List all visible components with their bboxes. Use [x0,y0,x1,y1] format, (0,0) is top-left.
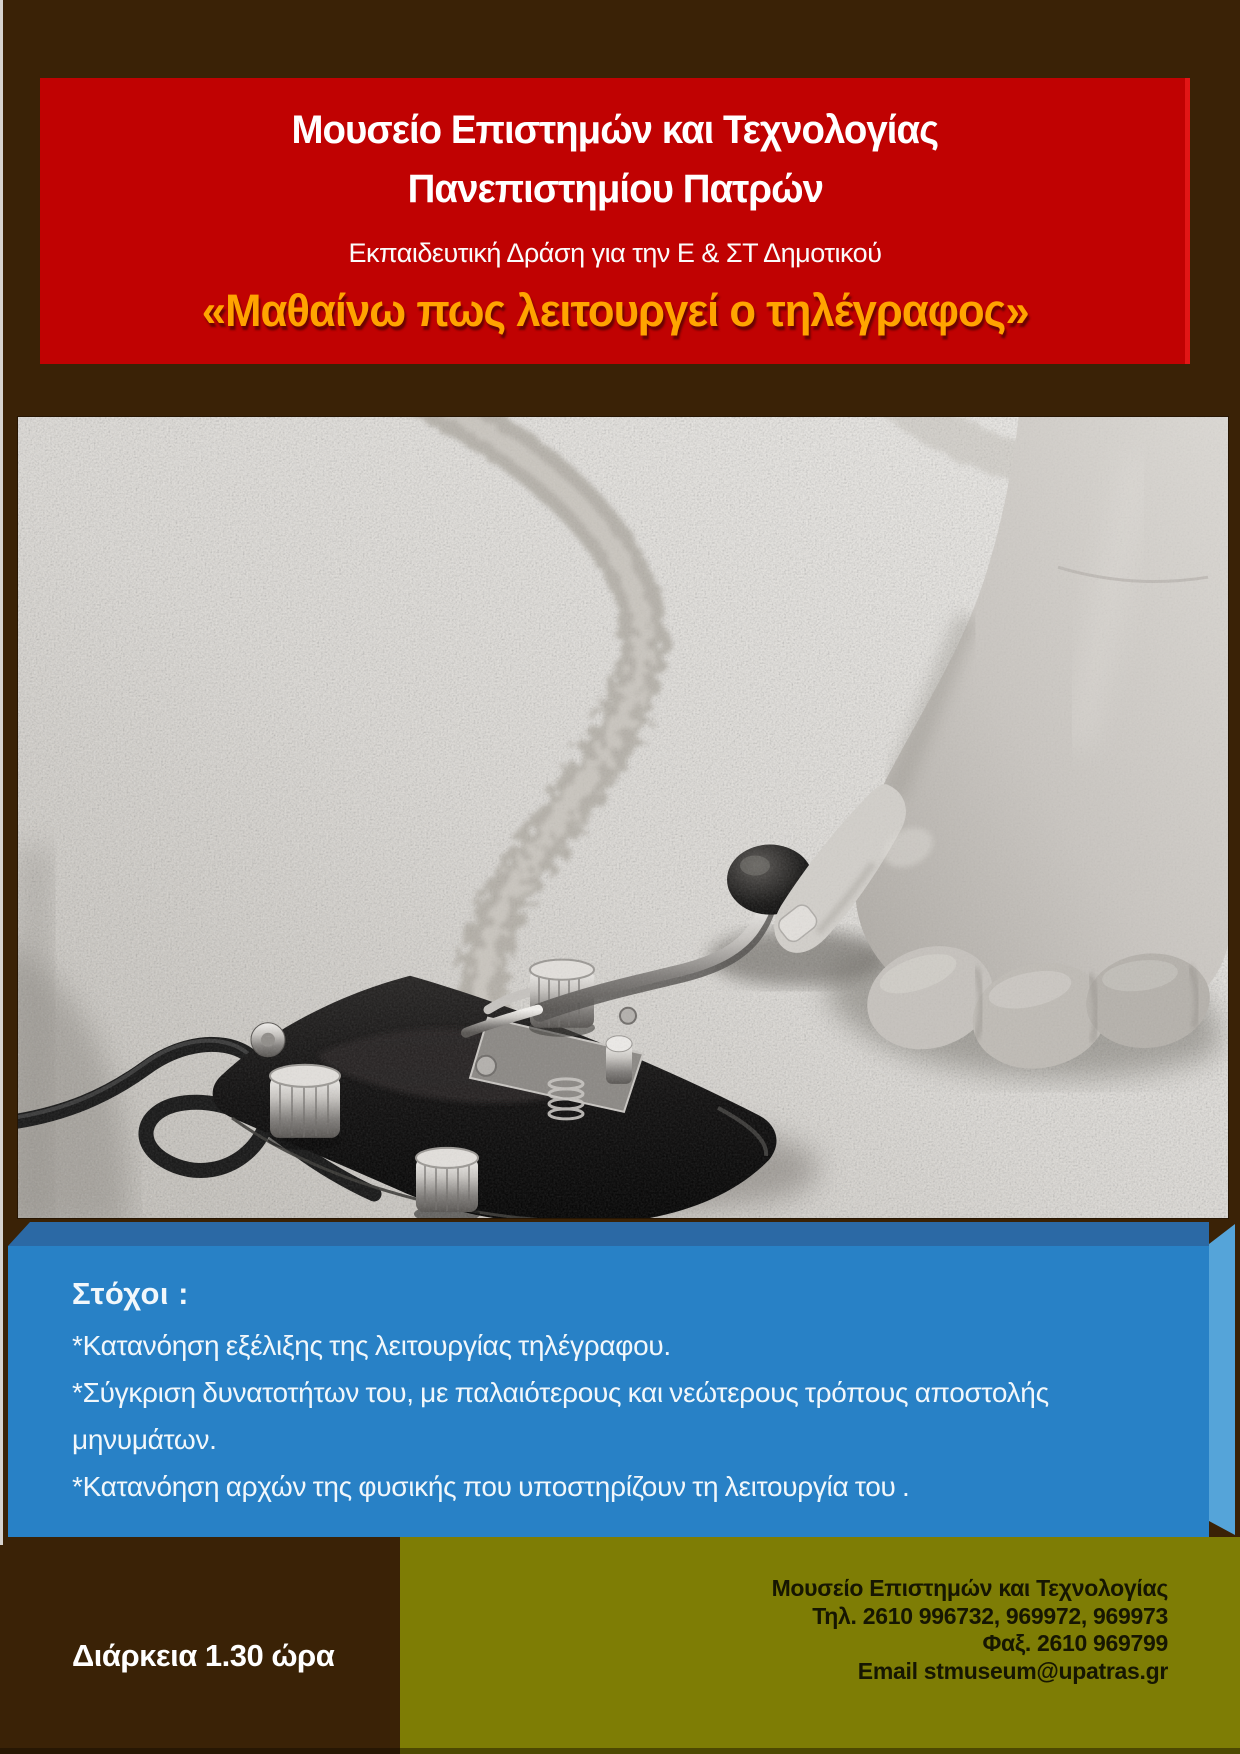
contact-phone: Τηλ. 2610 996732, 969972, 969973 [812,1602,1168,1629]
goals-box-top-bevel [8,1222,1209,1246]
contact-fax: Φαξ. 2610 969799 [982,1630,1168,1656]
page-left-edge [0,0,3,1545]
contact-panel [400,1537,1240,1754]
duration-label: Διάρκεια 1.30 ώρα [72,1638,335,1673]
header-subtitle: Εκπαιδευτική Δράση για την Ε & ΣΤ Δημοτικού [348,238,882,268]
goals-box-right-bevel [1209,1222,1235,1537]
museum-title-line1: Μουσείο Επιστημών και Τεχνολογίας [291,108,939,152]
goal-item-2: *Σύγκριση δυνατοτήτων του, με παλαιότερους και νεώτερους τρόπους αποστολής μηνυμάτων. [72,1377,1049,1455]
activity-title: «Μαθαίνω πως λειτουργεί ο τηλέγραφος» [201,285,1029,336]
goals-content [72,1276,1152,1510]
museum-title-line2: Πανεπιστημίου Πατρών [407,167,823,211]
contact-block [772,1575,1168,1685]
telegraph-photo [18,417,1228,1218]
goals-box [8,1222,1235,1537]
page-bottom-edge [0,1748,1240,1754]
goal-item-1: *Κατανόηση εξέλιξης της λειτουργίας τηλέγραφου. [72,1330,671,1361]
header-banner [40,78,1190,364]
contact-email: Email stmuseum@upatras.gr [857,1657,1168,1684]
contact-name: Μουσείο Επιστημών και Τεχνολογίας [771,1575,1168,1601]
goal-item-3: *Κατανόηση αρχών της φυσικής που υποστηρίζουν τη λειτουργία του . [72,1471,910,1502]
telegraph-photo-art [18,417,1228,1218]
photo-grain [18,417,1228,1218]
goals-heading: Στόχοι : [72,1276,189,1311]
